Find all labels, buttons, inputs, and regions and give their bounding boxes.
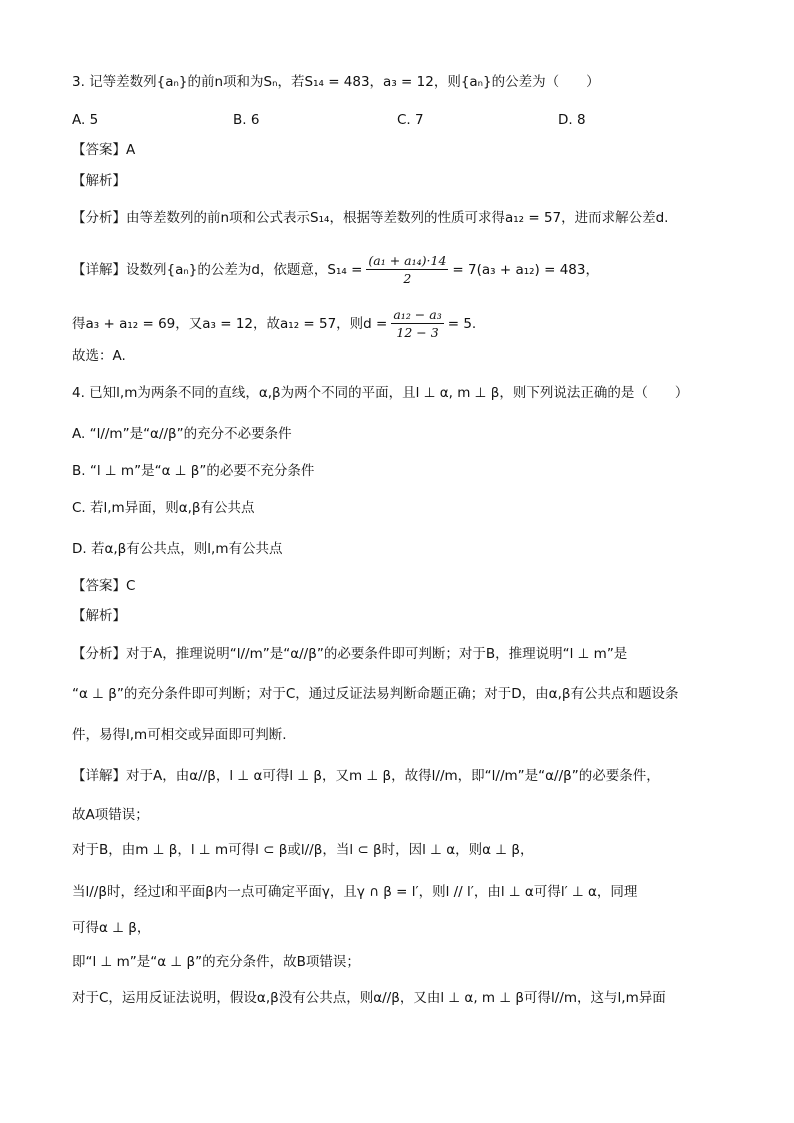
q3-answer: 【答案】A	[72, 142, 136, 158]
q3-jiexi-label: 【解析】	[72, 173, 126, 189]
q3-fraction-sum-denominator: 2	[403, 271, 412, 286]
q4-option-d: D. 若α,β有公共点，则l,m有公共点	[72, 541, 283, 557]
q4-analysis-line1: 【分析】对于A，推理说明“l//m”是“α//β”的必要条件即可判断；对于B，推理说明“l ⊥ m”是	[72, 646, 628, 662]
q4-option-a: A. “l//m”是“α//β”的充分不必要条件	[72, 426, 292, 442]
q3-option-b: B. 6	[233, 112, 260, 128]
q3-fraction-sum	[366, 252, 448, 287]
q3-detail-text-a: 【详解】设数列{aₙ}的公差为d，依题意，S₁₄ =	[72, 261, 363, 278]
q4-detail-line6: 即“l ⊥ m”是“α ⊥ β”的充分条件，故B项错误；	[72, 954, 360, 970]
q4-stem: 4. 已知l,m为两条不同的直线，α,β为两个不同的平面，且l ⊥ α, m ⊥ β，则下列说法正确的是（ ）	[72, 385, 689, 401]
q4-detail-line3: 对于B，由m ⊥ β，l ⊥ m可得l ⊂ β或l//β，当l ⊂ β时，因l ⊥ α，则α ⊥ β，	[72, 842, 534, 858]
q3-detail-text-b: = 7(a₃ + a₁₂) = 483，	[452, 261, 599, 278]
q3-fraction-d-numerator: a₁₂ − a₃	[393, 307, 442, 322]
q4-analysis-line3: 件，易得l,m可相交或异面即可判断.	[72, 727, 287, 743]
q3-analysis: 【分析】由等差数列的前n项和公式表示S₁₄，根据等差数列的性质可求得a₁₂ = 57，进而求解公差d.	[72, 210, 669, 226]
q4-detail-line4: 当l//β时，经过l和平面β内一点可确定平面γ，且γ ∩ β = l′，则l // l′，由l ⊥ α可得l′ ⊥ α，同理	[72, 884, 638, 900]
q3-detail2-text-b: = 5.	[447, 315, 477, 332]
q3-fraction-d-denominator: 12 − 3	[396, 325, 439, 340]
q4-answer: 【答案】C	[72, 578, 136, 594]
q3-detail2-text-a: 得a₃ + a₁₂ = 69，又a₃ = 12，故a₁₂ = 57，则d =	[72, 315, 388, 332]
q4-detail-line5: 可得α ⊥ β，	[72, 920, 151, 936]
q3-option-a: A. 5	[72, 112, 99, 128]
q3-stem: 3. 记等差数列{aₙ}的前n项和为Sₙ，若S₁₄ = 483，a₃ = 12，则{aₙ}的公差为（ ）	[72, 74, 600, 90]
q4-detail-line2: 故A项错误；	[72, 807, 149, 823]
q3-option-d: D. 8	[558, 112, 586, 128]
q3-detail-line1	[72, 252, 599, 287]
q4-detail-line1: 【详解】对于A，由α//β，l ⊥ α可得l ⊥ β，又m ⊥ β，故得l//m，即“l//m”是“α//β”的必要条件，	[72, 768, 660, 784]
q4-option-b: B. “l ⊥ m”是“α ⊥ β”的必要不充分条件	[72, 463, 315, 479]
q3-detail-line2	[72, 306, 476, 341]
q4-analysis-line2: “α ⊥ β”的充分条件即可判断；对于C，通过反证法易判断命题正确；对于D，由α,β有公共点和题设条	[72, 686, 679, 702]
q4-jiexi-label: 【解析】	[72, 608, 126, 624]
q4-detail-line7: 对于C，运用反证法说明，假设α,β没有公共点，则α//β，又由l ⊥ α, m ⊥ β可得l//m，这与l,m异面	[72, 990, 666, 1006]
q4-option-c: C. 若l,m异面，则α,β有公共点	[72, 500, 255, 516]
q3-fraction-d	[391, 306, 443, 341]
q3-fraction-sum-numerator: (a₁ + a₁₄)·14	[368, 253, 447, 268]
q3-choose: 故选：A.	[72, 348, 126, 364]
q3-option-c: C. 7	[397, 112, 424, 128]
